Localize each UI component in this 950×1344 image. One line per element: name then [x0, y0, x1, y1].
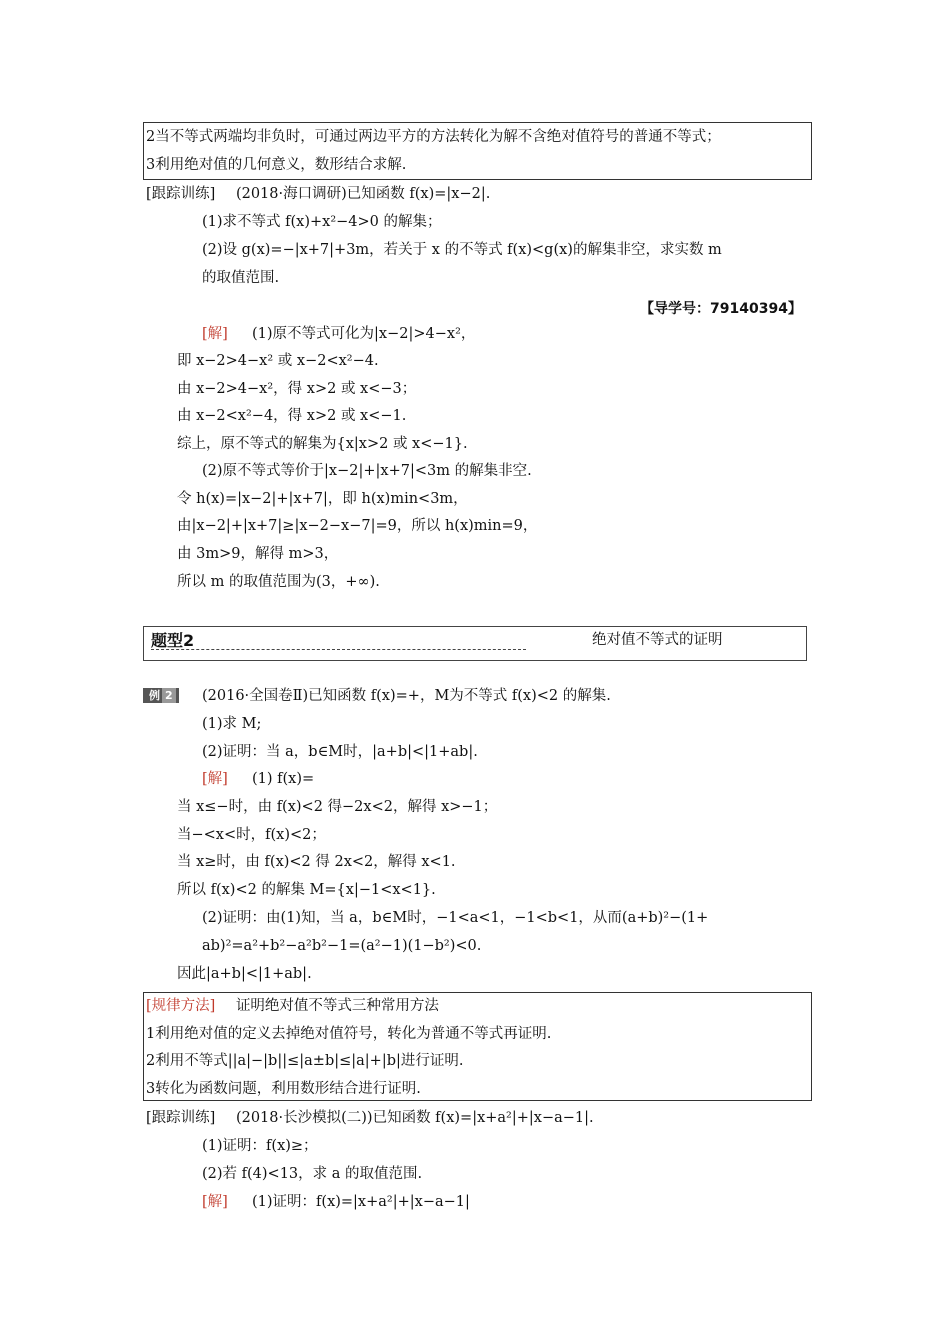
section-tag: [151, 628, 194, 651]
example2-sol-3: 当 x≥时，由 f(x)<2 得 2x<2，解得 x<1.: [177, 854, 456, 870]
example-badge-text: 例: [149, 689, 160, 702]
solution1-line-0: (1)原不等式可化为|x−2|>4−x²，: [252, 326, 476, 342]
practice1-q1: (1)求不等式 f(x)+x²−4>0 的解集；: [202, 214, 442, 230]
example2-sol-2: 当−<x<时，f(x)<2；: [177, 827, 326, 843]
practice2-heading: [146, 1109, 594, 1127]
practice2-sol-line: (1)证明：f(x)=|x+a²|+|x−a−1|: [252, 1194, 470, 1210]
solution1-line-3: 由 x−2<x²−4，得 x>2 或 x<−1.: [177, 408, 407, 424]
example2-q2: (2)证明：当 a，b∈M时，|a+b|<|1+ab|.: [202, 744, 478, 760]
practice2-sol-label: [解]: [202, 1194, 228, 1210]
practice1-label: [跟踪训练]: [146, 186, 216, 202]
practice2-q2: (2)若 f(4)<13，求 a 的取值范围.: [202, 1166, 423, 1182]
method-line-b: 2利用不等式||a|−|b||≤|a±b|≤|a|+|b|进行证明.: [146, 1053, 464, 1069]
method-line-2: 2当不等式两端均非负时，可通过两边平方的方法转化为解不含绝对值符号的普通不等式；: [146, 129, 721, 145]
example-badge: [143, 688, 179, 703]
example2-sol-1: 当 x≤−时，由 f(x)<2 得−2x<2，解得 x>−1；: [177, 799, 498, 815]
method-label: [规律方法]: [146, 998, 216, 1014]
solution1-label: [解]: [202, 326, 228, 342]
practice1-q2b: 的取值范围.: [202, 270, 280, 286]
solution1-line-4: 综上，原不等式的解集为{x|x>2 或 x<−1}.: [177, 436, 468, 452]
practice2-label: [跟踪训练]: [146, 1110, 216, 1126]
section-title: 绝对值不等式的证明: [592, 632, 723, 648]
practice2-q1: (1)证明：f(x)≥；: [202, 1138, 318, 1154]
example2-sol-4: 所以 f(x)<2 的解集 M={x|−1<x<1}.: [177, 882, 436, 898]
practice1-intro: (2018·海口调研)已知函数 f(x)=|x−2|.: [235, 186, 491, 202]
solution1-line-2: 由 x−2>4−x²，得 x>2 或 x<−3；: [177, 381, 417, 397]
example2-sol-5: (2)证明：由(1)知，当 a，b∈M时，−1<a<1，−1<b<1，从而(a+b)²−(1+: [202, 910, 709, 926]
method-line-a: 1利用绝对值的定义去掉绝对值符号，转化为普通不等式再证明.: [146, 1026, 552, 1042]
section-tag-text: 题型2: [151, 631, 195, 650]
example2-sol-0: (1) f(x)=: [252, 771, 315, 787]
practice1-q2a: (2)设 g(x)=−|x+7|+3m，若关于 x 的不等式 f(x)<g(x)的解集非空，求实数 m: [202, 242, 722, 258]
practice2-intro: (2018·长沙模拟(二))已知函数 f(x)=|x+a²|+|x−a−1|.: [235, 1110, 594, 1126]
guide-number: 【导学号：79140394】: [640, 301, 802, 317]
practice1-heading: [146, 185, 490, 203]
method-title: 证明绝对值不等式三种常用方法: [235, 998, 439, 1014]
method-heading: [146, 997, 439, 1015]
method-line-3: 3利用绝对值的几何意义，数形结合求解.: [146, 157, 407, 173]
solution1-line-1: 即 x−2>4−x² 或 x−2<x²−4.: [177, 353, 379, 369]
solution1-line-6: 令 h(x)=|x−2|+|x+7|，即 h(x)min<3m，: [177, 491, 468, 507]
example2-sol-label: [解]: [202, 771, 228, 787]
section-dash: [151, 649, 526, 650]
example2-sol-7: 因此|a+b|<|1+ab|.: [177, 966, 312, 982]
example2-q1: (1)求 M;: [202, 716, 262, 732]
example2-intro: (2016·全国卷Ⅱ)已知函数 f(x)=+，M为不等式 f(x)<2 的解集.: [202, 688, 611, 704]
solution1-line-8: 由 3m>9，解得 m>3，: [177, 546, 339, 562]
solution1-line-5: (2)原不等式等价于|x−2|+|x+7|<3m 的解集非空.: [202, 463, 532, 479]
example2-sol-6: ab)²=a²+b²−a²b²−1=(a²−1)(1−b²)<0.: [202, 938, 482, 954]
example-badge-num: 2: [162, 688, 176, 703]
solution1-line-9: 所以 m 的取值范围为(3，+∞).: [177, 574, 380, 590]
solution1-line-7: 由|x−2|+|x+7|≥|x−2−x−7|=9，所以 h(x)min=9，: [177, 518, 538, 534]
method-line-c: 3转化为函数问题，利用数形结合进行证明.: [146, 1081, 421, 1097]
